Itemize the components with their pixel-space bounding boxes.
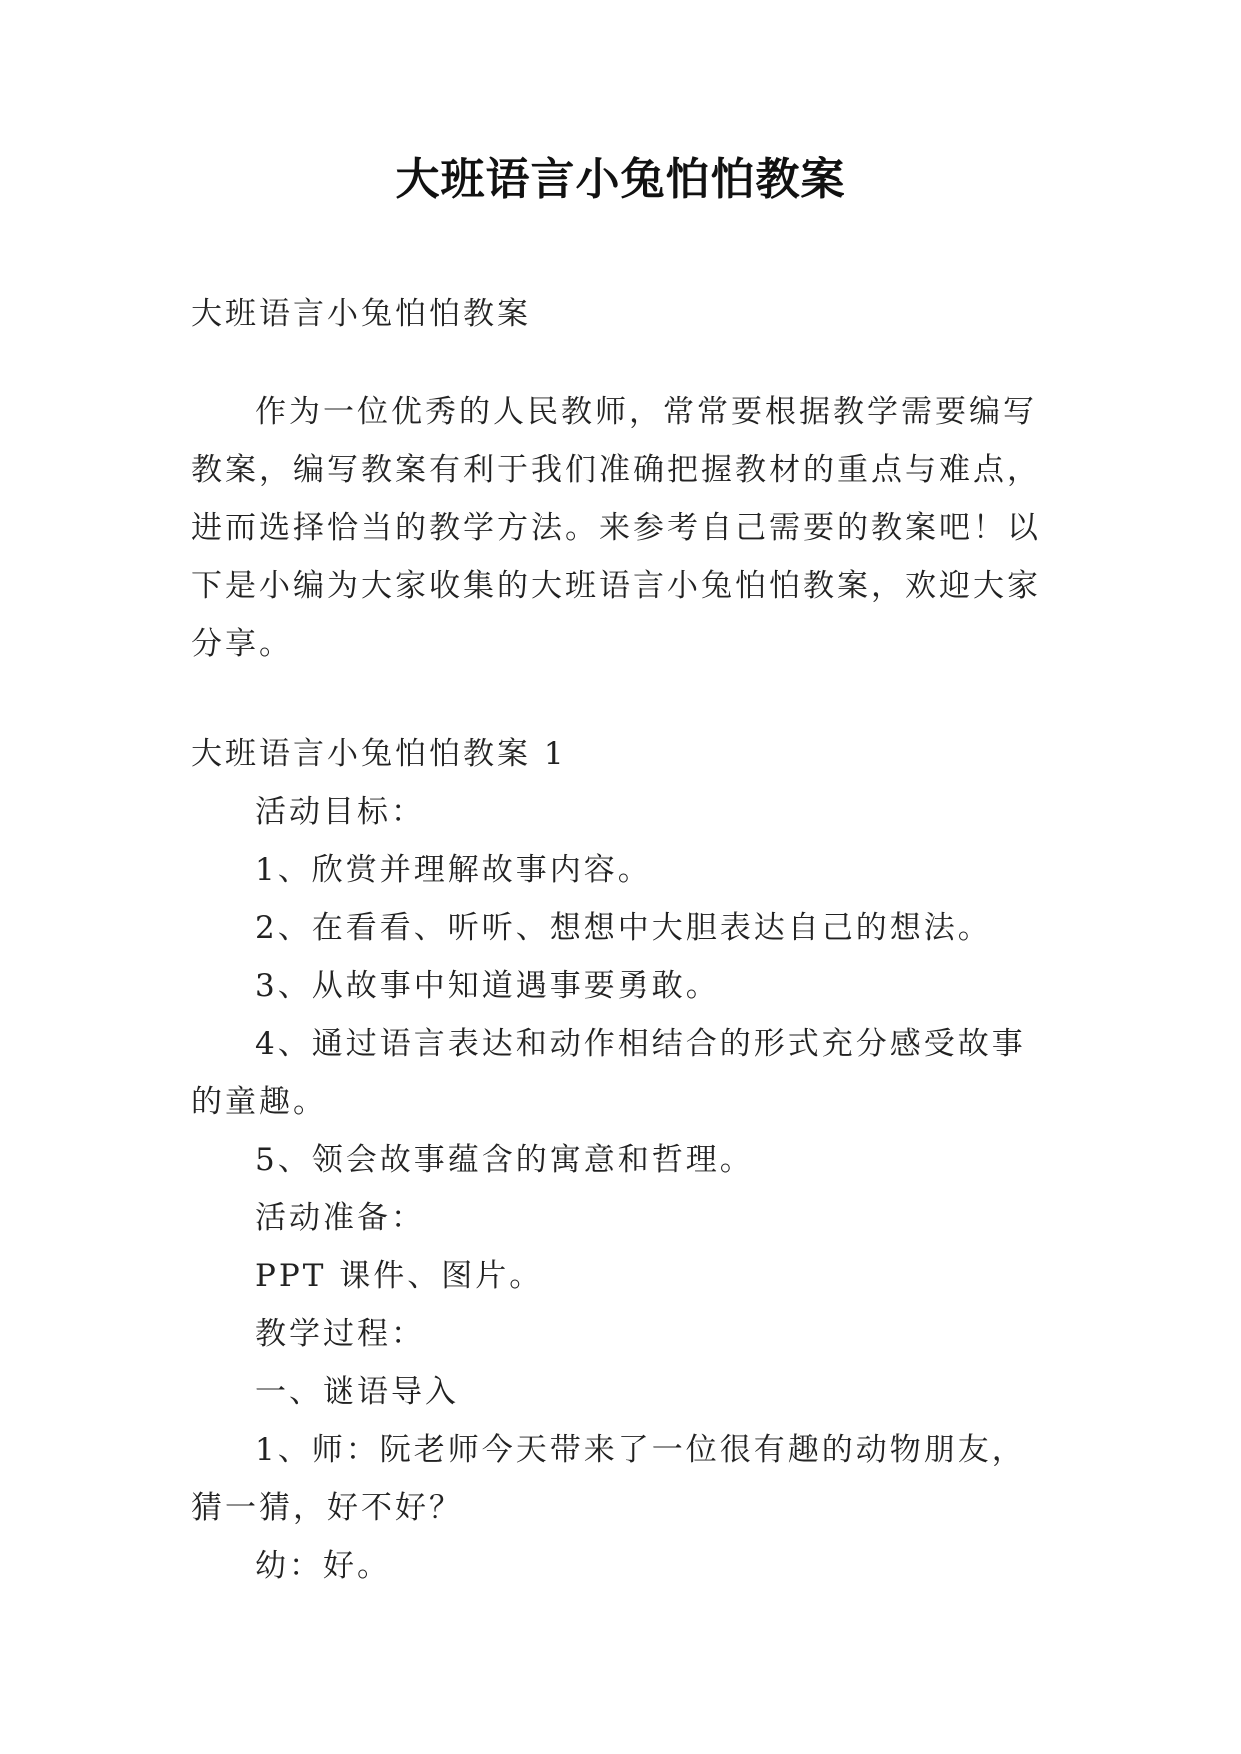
- document-title: 大班语言小兔怕怕教案: [395, 154, 846, 205]
- goal-item: 3、从故事中知道遇事要勇敢。: [255, 968, 720, 1004]
- goals-label: 活动目标：: [255, 794, 425, 830]
- prep-text: PPT 课件、图片。: [255, 1258, 544, 1294]
- document-body: [191, 285, 1051, 1595]
- section-title: 大班语言小兔怕怕教案 1: [191, 736, 567, 772]
- process-part-heading: 一、谜语导入: [255, 1374, 459, 1410]
- goal-item: 1、欣赏并理解故事内容。: [255, 852, 652, 888]
- process-item: 1、师：阮老师今天带来了一位很有趣的动物朋友，猜一猜，好不好？: [191, 1432, 1026, 1526]
- document-subtitle: 大班语言小兔怕怕教案: [191, 296, 531, 332]
- goal-item: 2、在看看、听听、想想中大胆表达自己的想法。: [255, 910, 992, 946]
- prep-label: 活动准备：: [255, 1200, 425, 1236]
- goal-item: 4、通过语言表达和动作相结合的形式充分感受故事的童趣。: [191, 1026, 1026, 1120]
- process-reply: 幼：好。: [255, 1548, 391, 1584]
- goal-item: 5、领会故事蕴含的寓意和哲理。: [255, 1142, 754, 1178]
- intro-paragraph: 作为一位优秀的人民教师，常常要根据教学需要编写教案，编写教案有利于我们准确把握教材的重点与难点，进而选择恰当的教学方法。来参考自己需要的教案吧！以下是小编为大家收集的大班语言小兔怕怕教案，欢迎大家分享。: [191, 394, 1041, 662]
- process-label: 教学过程：: [255, 1316, 425, 1352]
